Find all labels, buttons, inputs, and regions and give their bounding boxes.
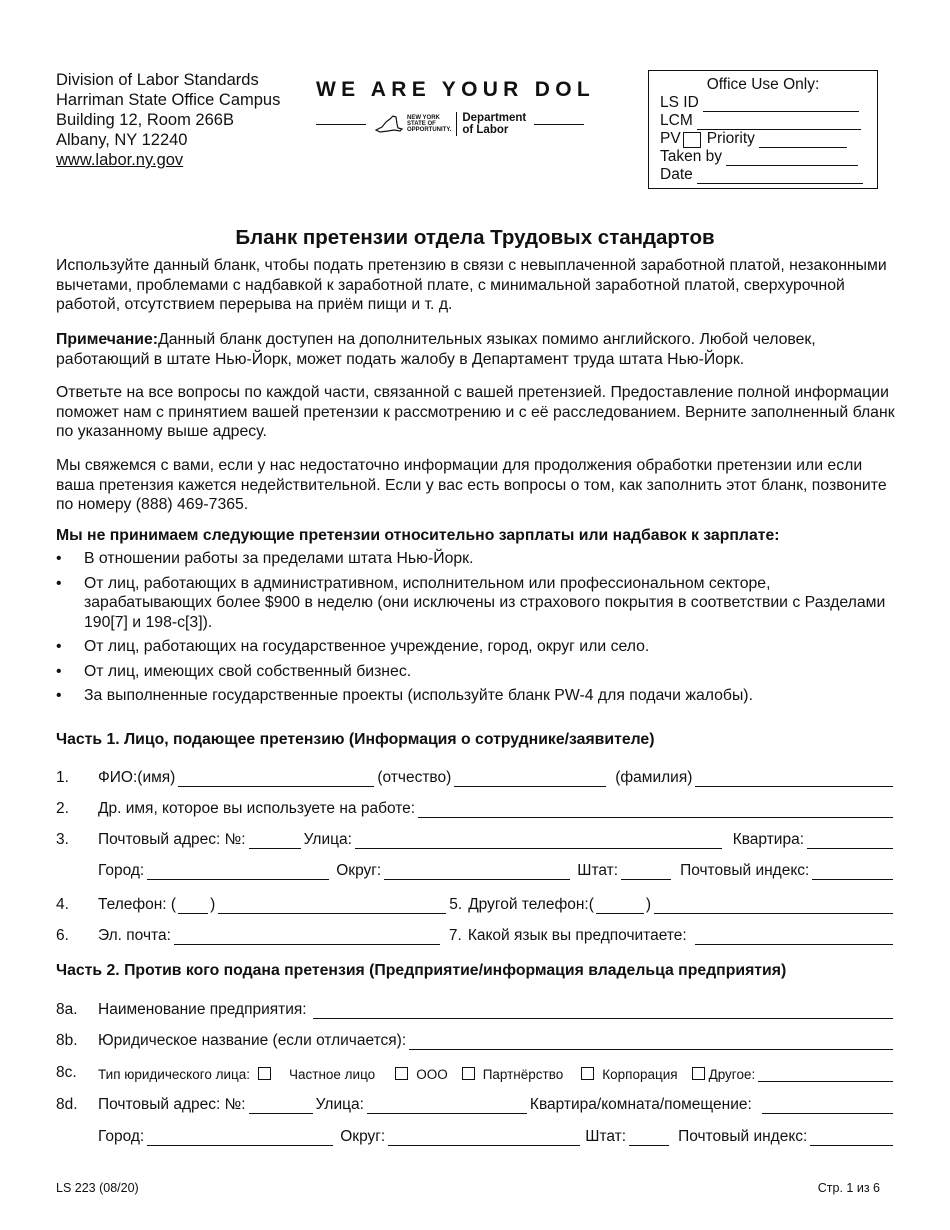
first-name-label: ФИО:(имя) — [98, 769, 176, 786]
business-street-field[interactable] — [367, 1097, 527, 1114]
department-line-1: Department — [462, 112, 527, 124]
priority-label: Priority — [706, 130, 755, 147]
state-field[interactable] — [621, 863, 671, 880]
q3-number: 3. — [56, 831, 69, 848]
corporation-checkbox[interactable] — [581, 1067, 594, 1080]
business-zip-label: Почтовый индекс: — [678, 1128, 808, 1145]
work-name-label: Др. имя, которое вы используете на работе: — [98, 800, 416, 817]
language-label: Какой язык вы предпочитаете: — [467, 927, 687, 944]
zip-label: Почтовый индекс: — [680, 862, 810, 879]
other-phone-label: Другой телефон:( — [468, 896, 594, 913]
business-mail-number-label: Почтовый адрес: №: — [98, 1096, 246, 1113]
phone-area-field[interactable] — [178, 897, 208, 914]
address-line-4: Albany, NY 12240 — [56, 131, 188, 149]
q3-row — [56, 827, 896, 849]
taken-by-label: Taken by — [660, 148, 723, 165]
partnership-checkbox[interactable] — [462, 1067, 475, 1080]
middle-name-label: (отчество) — [377, 769, 452, 786]
other-phone-field[interactable] — [654, 897, 893, 914]
q8c-row — [56, 1060, 896, 1082]
not-accepted-list — [56, 549, 901, 711]
city-field[interactable] — [147, 863, 329, 880]
document-title: Бланк претензии отдела Трудовых стандартов — [235, 226, 715, 249]
dol-logo — [316, 78, 616, 136]
bullet-icon: • — [56, 662, 62, 680]
business-state-field[interactable] — [629, 1129, 669, 1146]
city-label: Город: — [98, 862, 145, 879]
answer-paragraph: Ответьте на все вопросы по каждой части, связанной с вашей претензией. Предоставление полной информации поможет нам с принятием вашей претензии к рассмотрению и с её расследованием. Верните заполненный бланк по указанному выше адресу. — [56, 384, 895, 440]
list-item — [56, 686, 901, 706]
other-phone-paren-close: ) — [645, 896, 652, 913]
sole-proprietor-checkbox[interactable] — [258, 1067, 271, 1080]
note-paragraph — [56, 330, 901, 369]
q2-number: 2. — [56, 800, 69, 817]
nys-mark-line-3: OPPORTUNITY. — [407, 127, 452, 133]
business-state-label: Штат: — [585, 1128, 627, 1145]
contact-paragraph: Мы свяжемся с вами, если у нас недостаточно информации для продолжения обработки претензии или если ваша претензия кажется недействительной. Если у вас есть вопросы о том, как заполнить этот бланк, позвоните по номеру (888) 469-7365. — [56, 457, 887, 513]
agency-address — [56, 70, 280, 170]
q4-row — [56, 892, 896, 914]
ls-id-field[interactable] — [703, 97, 859, 112]
q2-row — [56, 796, 896, 818]
logo-rule-right — [534, 124, 584, 125]
last-name-label: (фамилия) — [615, 769, 693, 786]
nys-mark-line-1: NEW YORK — [407, 115, 440, 121]
q6-number: 6. — [56, 927, 69, 944]
sole-proprietor-label: Частное лицо — [289, 1067, 376, 1082]
part2-heading: Часть 2. Против кого подана претензия (Предприятие/информация владельца предприятия) — [56, 962, 787, 979]
business-zip-field[interactable] — [810, 1129, 893, 1146]
email-field[interactable] — [174, 928, 440, 945]
office-use-title: Office Use Only: — [706, 76, 820, 93]
first-name-field[interactable] — [178, 770, 374, 787]
business-street-label: Улица: — [315, 1096, 364, 1113]
q8b-row — [56, 1028, 896, 1050]
middle-name-field[interactable] — [454, 770, 606, 787]
slogan: WE ARE YOUR DOL — [316, 78, 596, 101]
phone-paren-close: ) — [210, 896, 216, 913]
phone-label: Телефон: ( — [98, 896, 177, 913]
business-name-field[interactable] — [313, 1002, 893, 1019]
business-city-field[interactable] — [147, 1129, 333, 1146]
department-line-2: of Labor — [462, 124, 509, 136]
street-label: Улица: — [303, 831, 352, 848]
business-name-label: Наименование предприятия: — [98, 1001, 307, 1018]
logo-rule-left — [316, 124, 366, 125]
state-label: Штат: — [577, 862, 619, 879]
bullet-icon: • — [56, 638, 62, 655]
other-checkbox[interactable] — [692, 1067, 705, 1080]
business-apt-label: Квартира/комната/помещение: — [529, 1096, 752, 1113]
address-line-2: Harriman State Office Campus — [56, 91, 281, 109]
part1-heading: Часть 1. Лицо, подающее претензию (Информация о сотруднике/заявителе) — [56, 731, 655, 748]
nys-mark-line-2: STATE OF — [407, 121, 436, 127]
intro-paragraph: Используйте данный бланк, чтобы подать претензию в связи с невыплаченной заработной платой, незаконными вычетами, проблемами с надбавкой к заработной плате, с минимальной заработной платой, сверхурочной работой, отсутствием перерыва на приём пищи и т. д. — [56, 257, 887, 313]
q8b-number: 8b. — [56, 1032, 78, 1049]
partnership-label: Партнёрство — [482, 1067, 564, 1082]
legal-name-label: Юридическое название (если отличается): — [98, 1032, 407, 1049]
pv-label: PV — [660, 130, 681, 147]
not-accepted-heading-text: Мы не принимаем следующие претензии относительно зарплаты или надбавок к зарплате: — [56, 527, 780, 544]
address-line-3: Building 12, Room 266B — [56, 111, 234, 129]
other-phone-area-field[interactable] — [596, 897, 644, 914]
county-label: Округ: — [336, 862, 382, 879]
q6-row — [56, 923, 896, 945]
other-entity-field[interactable] — [758, 1065, 893, 1082]
business-county-label: Округ: — [340, 1128, 386, 1145]
page-number: Стр. 1 из 6 — [817, 1181, 880, 1195]
apt-label: Квартира: — [732, 831, 804, 848]
zip-field[interactable] — [812, 863, 893, 880]
q1-row — [56, 765, 896, 787]
email-label: Эл. почта: — [98, 927, 171, 944]
list-item — [56, 662, 901, 682]
note-text: Данный бланк доступен на дополнительных языках помимо английского. Любой человек, работающий в штате Нью-Йорк, может подать жалобу в Департамент труда штата Нью-Йорк. — [56, 331, 816, 368]
list-item — [56, 574, 901, 633]
website-link[interactable]: www.labor.ny.gov — [56, 151, 184, 169]
street-field[interactable] — [355, 832, 722, 849]
corporation-label: Корпорация — [602, 1067, 678, 1082]
mail-number-field[interactable] — [249, 832, 301, 849]
q4-number: 4. — [56, 896, 69, 913]
county-field[interactable] — [384, 863, 570, 880]
ny-state-icon — [374, 114, 404, 134]
q8a-number: 8a. — [56, 1001, 78, 1018]
bullet-icon: • — [56, 574, 62, 592]
apt-field[interactable] — [807, 832, 893, 849]
list-item-text: От лиц, имеющих свой собственный бизнес. — [84, 662, 412, 680]
list-item-text: За выполненные государственные проекты (используйте бланк PW-4 для подачи жалобы). — [84, 687, 753, 704]
mail-number-label: Почтовый адрес: №: — [98, 831, 246, 848]
list-item — [56, 637, 901, 657]
lcm-label: LCM — [660, 112, 693, 129]
llc-label: ООО — [416, 1067, 448, 1082]
business-county-field[interactable] — [388, 1129, 580, 1146]
pv-checkbox[interactable] — [683, 132, 701, 148]
business-apt-field[interactable] — [762, 1097, 893, 1114]
q8a-row — [56, 997, 896, 1019]
q3-city-row — [56, 858, 896, 880]
lcm-field[interactable] — [697, 115, 861, 130]
q8d-number: 8d. — [56, 1096, 78, 1113]
other-label: Другое: — [708, 1067, 756, 1082]
date-field[interactable] — [697, 169, 863, 184]
office-use-box — [648, 70, 878, 189]
last-name-field[interactable] — [695, 770, 893, 787]
q7-number: 7. — [448, 927, 462, 944]
q8d-city-row — [56, 1124, 896, 1146]
legal-name-field[interactable] — [409, 1033, 893, 1050]
note-label: Примечание: — [56, 331, 159, 348]
work-name-field[interactable] — [418, 801, 893, 818]
list-item-text: От лиц, работающих в административном, исполнительном или профессиональном секторе, зарабатывающих более $900 в неделю (они исключены из страхового покрытия в соответствии с Разделами 190[7] и 198-c[3]). — [84, 574, 886, 631]
business-mail-number-field[interactable] — [249, 1097, 313, 1114]
ls-id-label: LS ID — [660, 94, 699, 111]
nys-mark — [374, 112, 526, 136]
q5-number: 5. — [449, 896, 463, 913]
q8d-row — [56, 1092, 896, 1114]
entity-type-label: Тип юридического лица: — [98, 1067, 251, 1082]
bullet-icon: • — [56, 687, 62, 704]
address-line-1: Division of Labor Standards — [56, 71, 259, 89]
language-field[interactable] — [695, 928, 893, 945]
list-item — [56, 549, 901, 569]
not-accepted-heading — [56, 526, 901, 546]
q1-number: 1. — [56, 769, 69, 786]
taken-by-field[interactable] — [726, 151, 858, 166]
q8c-number: 8c. — [56, 1064, 77, 1081]
form-id: LS 223 (08/20) — [56, 1181, 139, 1195]
priority-field[interactable] — [759, 133, 847, 148]
phone-field[interactable] — [218, 897, 446, 914]
llc-checkbox[interactable] — [395, 1067, 408, 1080]
bullet-icon: • — [56, 550, 62, 567]
business-city-label: Город: — [98, 1128, 145, 1145]
date-label: Date — [660, 166, 693, 183]
list-item-text: От лиц, работающих на государственное учреждение, город, округ или село. — [84, 638, 650, 655]
list-item-text: В отношении работы за пределами штата Нью-Йорк. — [84, 550, 474, 567]
